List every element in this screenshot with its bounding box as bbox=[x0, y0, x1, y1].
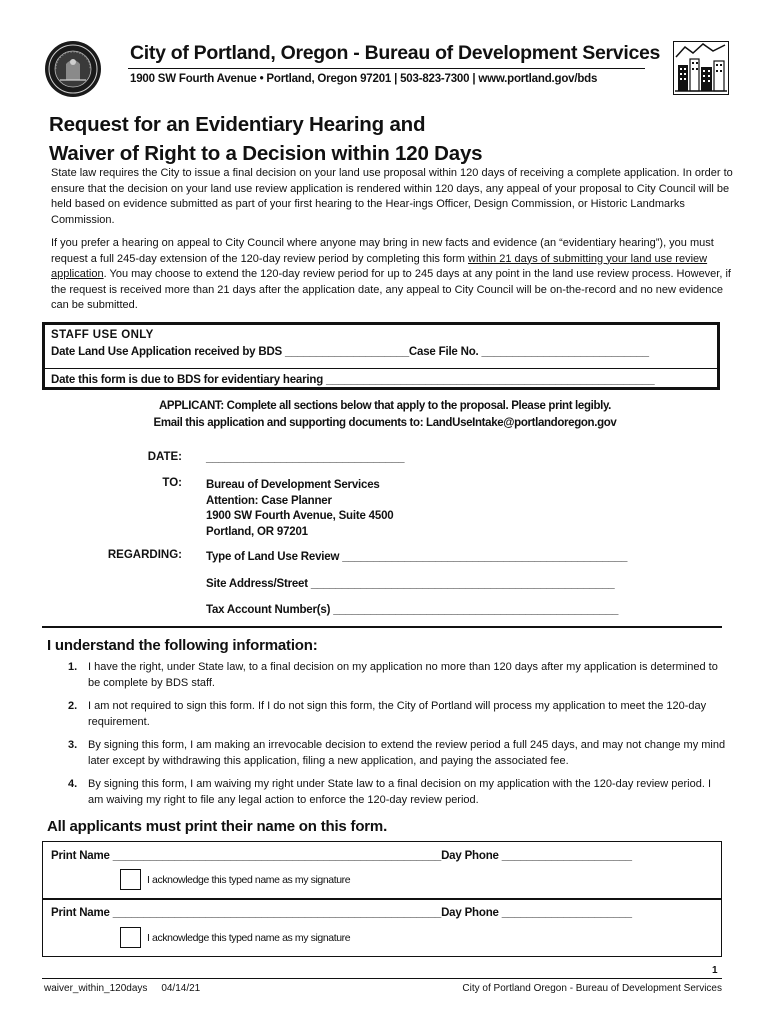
tax-account-field[interactable]: Tax Account Number(s) ______________________________________________ bbox=[206, 604, 619, 616]
site-address-field[interactable]: Site Address/Street _________________________________________________ bbox=[206, 578, 615, 590]
footer-divider bbox=[42, 978, 722, 979]
organization-address: 1900 SW Fourth Avenue • Portland, Oregon 97201 | 503-823-7300 | www.portland.gov/bds bbox=[130, 73, 598, 85]
form-title-line-2: Waiver of Right to a Decision within 120 Days bbox=[49, 142, 483, 165]
form-id: waiver_within_120days bbox=[44, 983, 148, 994]
staff-received-date-field[interactable]: Date Land Use Application received by BDS ____________________Case File No. ___________________________ bbox=[51, 346, 649, 358]
staff-use-heading: STAFF USE ONLY bbox=[51, 329, 154, 341]
date-label: DATE: bbox=[147, 451, 182, 463]
list-item bbox=[68, 738, 728, 769]
list-item-number: 3. bbox=[68, 739, 78, 751]
header-divider bbox=[128, 68, 645, 69]
list-item bbox=[68, 699, 728, 730]
list-item-text: I am not required to sign this form. If I do not sign this form, the City of Portland will process my application to meet the 120-day requirement. bbox=[88, 700, 707, 728]
list-item-number: 2. bbox=[68, 700, 78, 712]
page-number: 1 bbox=[712, 965, 718, 976]
regarding-label: REGARDING: bbox=[107, 549, 182, 561]
print-name-phone-field-2[interactable]: Print Name _____________________________________________________Day Phone _____________________ bbox=[51, 907, 632, 919]
list-item-number: 4. bbox=[68, 778, 78, 790]
form-title-line-1: Request for an Evidentiary Hearing and bbox=[49, 113, 426, 136]
acknowledge-checkbox-1[interactable] bbox=[120, 869, 141, 890]
staff-box-divider bbox=[45, 368, 717, 369]
recipient-line-4: Portland, OR 97201 bbox=[206, 525, 308, 538]
list-item-text: By signing this form, I am making an irrevocable decision to extend the review period a full 245 days, and may not change my mind later except by withdrawing this application, filing a new application, and paying the associated fee. bbox=[88, 739, 726, 767]
applicant-email-instruction: Email this application and supporting documents to: LandUseIntake@portlandoregon.gov bbox=[153, 417, 617, 429]
list-item bbox=[68, 777, 728, 808]
recipient-line-2: Attention: Case Planner bbox=[206, 494, 332, 507]
intro-paragraph-1: State law requires the City to issue a final decision on your land use proposal within 120 days of receiving a complete application. In order to ensure that the decision on your land use review application is rendered within 120 days, any appeal of your proposal to City Council will be held based on evidence submitted as part of your first hearing to the Hear-ings Officer, Design Commission, or Historic Landmarks Commission. bbox=[51, 167, 733, 226]
form-title bbox=[49, 110, 482, 168]
bureau-logo bbox=[673, 41, 729, 95]
recipient-address bbox=[206, 478, 393, 540]
recipient-line-3: 1900 SW Fourth Avenue, Suite 4500 bbox=[206, 510, 394, 522]
form-date: 04/14/21 bbox=[161, 983, 201, 994]
list-item-text: I have the right, under State law, to a final decision on my application no more than 120 days after my application is determined to be complete by BDS staff. bbox=[88, 661, 718, 689]
intro-deadline-underlined: within 21 days of submitting your land use review application bbox=[51, 252, 708, 280]
organization-title: City of Portland, Oregon - Bureau of Development Services bbox=[130, 42, 661, 64]
intro-paragraph-2-part-2: . You may choose to extend the 120-day review period for up to 245 days at any point in the land use review process. However, if the request is received more than 21 days after the application date, any appeal to City Council will be on-the-record and no new evidence can be submitted. bbox=[51, 268, 731, 311]
signatures-heading: All applicants must print their name on this form. bbox=[47, 818, 388, 835]
date-field[interactable]: ________________________________ bbox=[206, 452, 405, 464]
intro-paragraph-2-part-1: If you prefer a hearing on appeal to City Council where anyone may bring in new facts and evidence (an “evidentiary hearing”), you must request a full 245-day extension of the 120-day review period by completing this form bbox=[51, 237, 714, 265]
applicant-instruction: APPLICANT: Complete all sections below that apply to the proposal. Please print legibly. bbox=[158, 400, 612, 412]
to-label: TO: bbox=[162, 477, 182, 489]
intro-paragraph-2 bbox=[51, 236, 733, 314]
footer-organization: City of Portland Oregon - Bureau of Development Services bbox=[462, 983, 722, 994]
recipient-line-1: Bureau of Development Services bbox=[206, 479, 380, 491]
list-item-text: By signing this form, I am waiving my right under State law to a final decision on my application with the 120-day review period. I am waiving my right to file any legal action to enforce the 120-day review period. bbox=[88, 778, 712, 806]
city-seal-logo bbox=[44, 40, 102, 98]
acknowledge-label-2: I acknowledge this typed name as my signature bbox=[147, 932, 351, 944]
list-item-number: 1. bbox=[68, 661, 78, 673]
acknowledge-checkbox-2[interactable] bbox=[120, 927, 141, 948]
section-divider bbox=[42, 626, 722, 628]
type-of-review-field[interactable]: Type of Land Use Review ______________________________________________ bbox=[206, 551, 628, 563]
print-name-phone-field-1[interactable]: Print Name _____________________________________________________Day Phone _____________________ bbox=[51, 850, 632, 862]
understand-heading: I understand the following information: bbox=[47, 637, 318, 654]
list-item bbox=[68, 660, 728, 691]
acknowledge-label-1: I acknowledge this typed name as my signature bbox=[147, 874, 351, 886]
staff-due-date-field[interactable]: Date this form is due to BDS for evidentiary hearing _____________________________________________________ bbox=[51, 374, 655, 386]
form-identifier bbox=[44, 983, 200, 994]
